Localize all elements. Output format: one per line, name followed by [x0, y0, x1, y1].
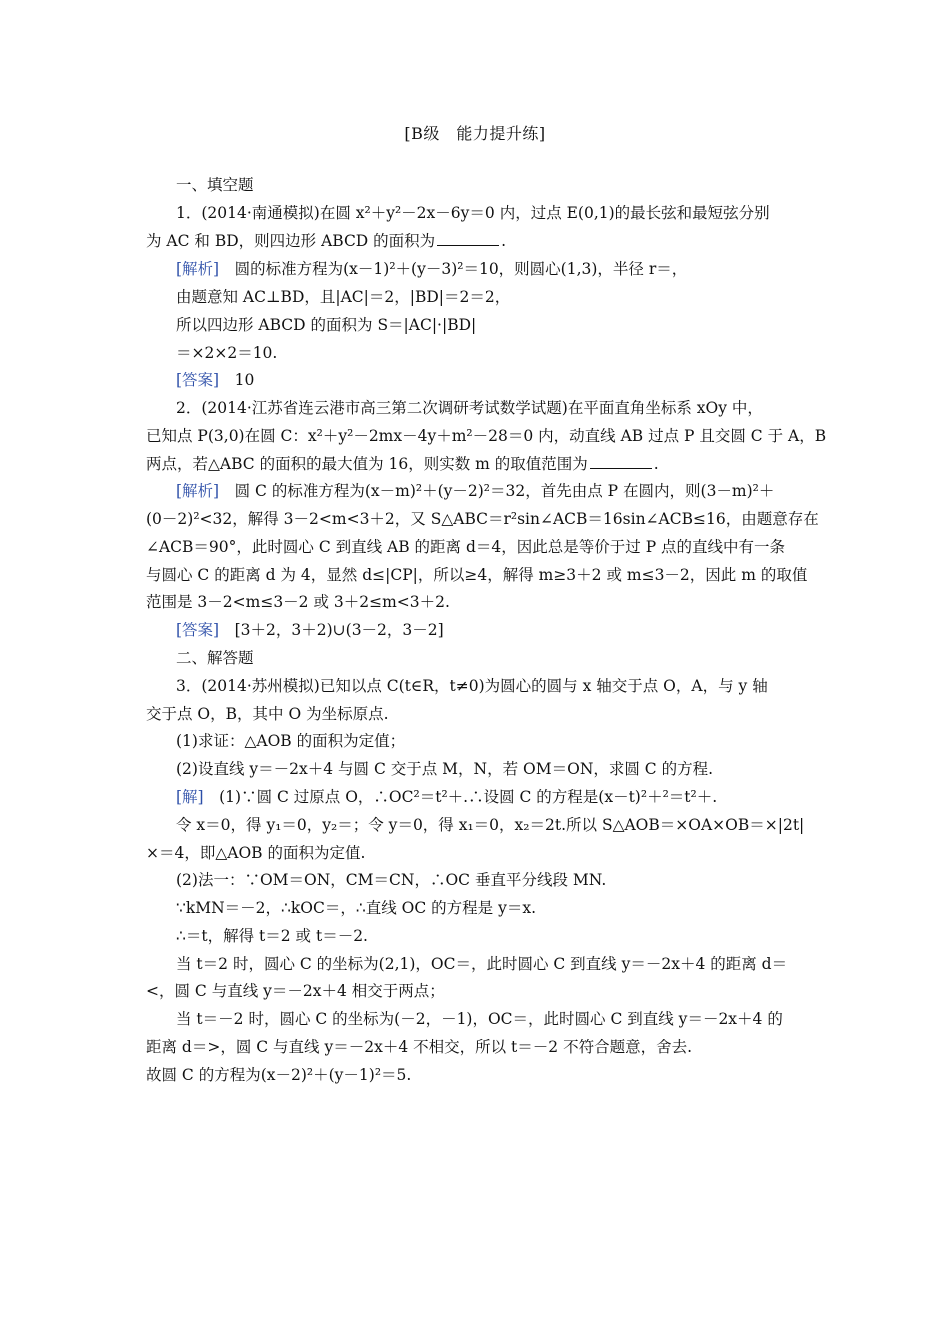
- answer-tag: [答案]: [176, 621, 220, 639]
- q2-line-1: 2．(2014·江苏省连云港市高三第二次调研考试数学试题)在平面直角坐标系 xOy 中，: [176, 399, 763, 417]
- q1-analysis-4: ＝×2×2＝10.: [176, 344, 278, 362]
- q3-solution-1: [176, 787, 806, 807]
- q1-analysis-2: 由题意知 AC⊥BD，且|AC|＝2，|BD|＝2＝2，: [176, 288, 511, 306]
- q1-line-1: 1．(2014·南通模拟)在圆 x²＋y²－2x－6y＝0 内，过点 E(0,1)的最长弦和最短弦分别: [176, 204, 770, 222]
- section-title: [B级 能力提升练]: [404, 124, 546, 143]
- q3-conclusion: 故圆 C 的方程为(x－2)²＋(y－1)²＝5.: [146, 1066, 412, 1084]
- q2-analysis-3: ∠ACB＝90°，此时圆心 C 到直线 AB 的距离 d＝4，因此总是等价于过 P 点的直线中有一条: [146, 538, 786, 556]
- q1-answer: [176, 370, 806, 390]
- q2-period: .: [653, 455, 659, 473]
- analysis-tag: [解析]: [176, 482, 220, 500]
- q2-line-3: [146, 454, 806, 474]
- q3-solution-5: ∵kMN＝－2，∴kOC＝，∴直线 OC 的方程是 y＝x.: [176, 899, 537, 917]
- q3-solution-10: 距离 d＝>，圆 C 与直线 y＝－2x＋4 不相交，所以 t＝－2 不符合题意，舍去.: [146, 1038, 692, 1056]
- q3-solution-3: ×＝4，即△AOB 的面积为定值.: [146, 844, 366, 862]
- q2-answer-value: [3＋2，3＋2)∪(3－2，3－2]: [234, 621, 444, 639]
- q2-analysis-2: (0－2)²<32，解得 3－2<m<3＋2，又 S△ABC＝r²sin∠ACB＝16sin∠ACB≤16，由题意存在: [146, 510, 819, 528]
- q1-period: .: [501, 232, 507, 250]
- q1-analysis-text: 圆的标准方程为(x－1)²＋(y－3)²＝10，则圆心(1,3)，半径 r＝，: [234, 260, 688, 278]
- q3-part-2: (2)设直线 y＝－2x＋4 与圆 C 交于点 M，N，若 OM＝ON，求圆 C 的方程.: [176, 760, 714, 778]
- q1-answer-value: 10: [234, 371, 255, 389]
- q2-answer: [176, 620, 806, 640]
- q1-analysis-3: 所以四边形 ABCD 的面积为 S＝|AC|·|BD|: [176, 316, 477, 334]
- q3-solution-8: <，圆 C 与直线 y＝－2x＋4 相交于两点；: [146, 982, 445, 1000]
- answer-blank: [590, 454, 652, 469]
- solution-tag: [解]: [176, 788, 204, 806]
- q3-solution-6: ∴＝t，解得 t＝2 或 t＝－2.: [176, 927, 368, 945]
- analysis-tag: [解析]: [176, 260, 220, 278]
- q1-text: 为 AC 和 BD，则四边形 ABCD 的面积为: [146, 232, 436, 250]
- heading-fill-in: 一、填空题: [176, 176, 254, 194]
- answer-tag: [答案]: [176, 371, 220, 389]
- q1-analysis-1: [176, 259, 806, 279]
- q2-line-2: 已知点 P(3,0)在圆 C：x²＋y²－2mx－4y＋m²－28＝0 内，动直线 AB 过点 P 且交圆 C 于 A，B: [146, 427, 827, 445]
- q3-solution-4: (2)法一：∵OM＝ON，CM＝CN，∴OC 垂直平分线段 MN.: [176, 871, 607, 889]
- q3-part-1: (1)求证：△AOB 的面积为定值；: [176, 732, 406, 750]
- q3-solution-text: (1)∵圆 C 过原点 O，∴OC²＝t²＋.∴设圆 C 的方程是(x－t)²＋²＝t²＋.: [219, 788, 718, 806]
- q2-analysis-4: 与圆心 C 的距离 d 为 4，显然 d≤|CP|，所以≥4，解得 m≥3＋2 或 m≤3－2，因此 m 的取值: [146, 566, 808, 584]
- q2-analysis-5: 范围是 3－2<m≤3－2 或 3＋2≤m<3＋2.: [146, 593, 450, 611]
- q2-analysis-text: 圆 C 的标准方程为(x－m)²＋(y－2)²＝32，首先由点 P 在圆内，则(3－m)²＋: [234, 482, 775, 500]
- q3-line-1: 3．(2014·苏州模拟)已知以点 C(t∈R，t≠0)为圆心的圆与 x 轴交于点 O，A，与 y 轴: [176, 677, 768, 695]
- answer-blank: [437, 231, 499, 246]
- q2-analysis-1: [176, 481, 806, 501]
- q3-solution-7: 当 t＝2 时，圆心 C 的坐标为(2,1)，OC＝，此时圆心 C 到直线 y＝－2x＋4 的距离 d＝: [176, 955, 788, 973]
- heading-solve: 二、解答题: [176, 649, 254, 667]
- q1-line-2: [146, 231, 806, 251]
- q3-line-2: 交于点 O，B，其中 O 为坐标原点.: [146, 705, 389, 723]
- q3-solution-9: 当 t＝－2 时，圆心 C 的坐标为(－2，－1)，OC＝，此时圆心 C 到直线 y＝－2x＋4 的: [176, 1010, 783, 1028]
- q3-solution-2: 令 x＝0，得 y₁＝0，y₂＝；令 y＝0，得 x₁＝0，x₂＝2t.所以 S△AOB＝×OA×OB＝×|2t|: [176, 816, 805, 834]
- q2-text: 两点，若△ABC 的面积的最大值为 16，则实数 m 的取值范围为: [146, 455, 588, 473]
